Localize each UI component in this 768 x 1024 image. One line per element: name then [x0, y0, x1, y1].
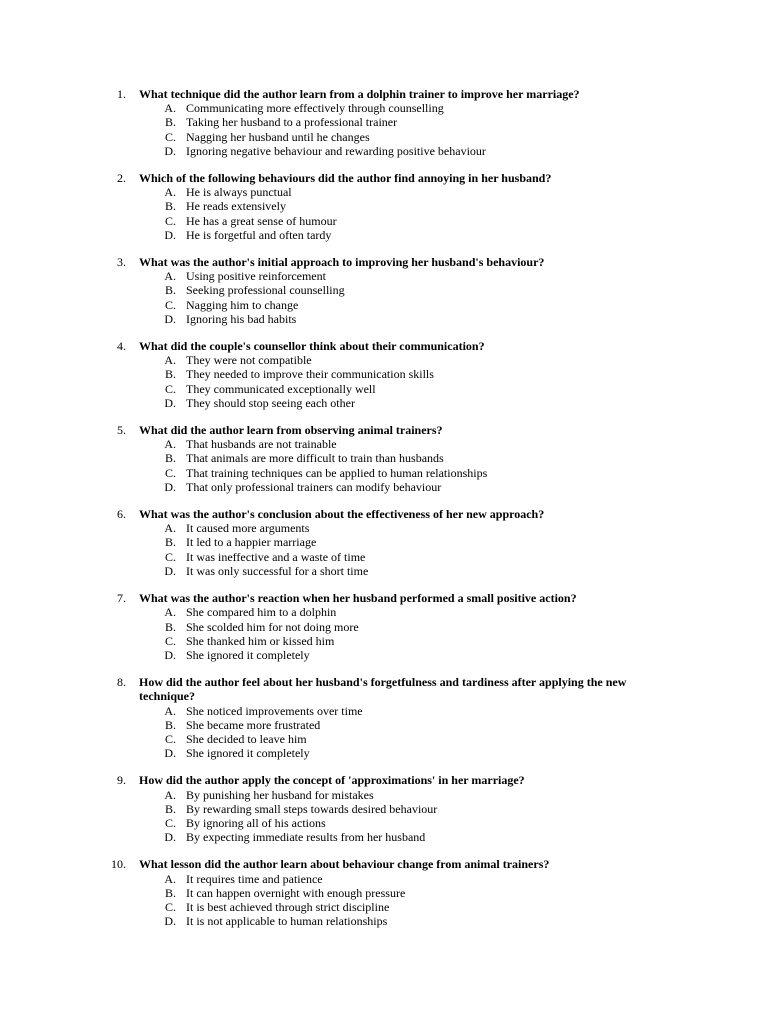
option-text: By expecting immediate results from her husband	[186, 830, 426, 845]
option-text: She ignored it completely	[186, 647, 310, 662]
answer-option	[139, 199, 668, 213]
option-letter: B.	[164, 367, 176, 382]
question-item	[0, 423, 768, 494]
option-text: They were not compatible	[186, 353, 312, 368]
option-text: Ignoring negative behaviour and rewarding positive behaviour	[186, 143, 486, 158]
answer-option	[139, 130, 668, 144]
option-text: They communicated exceptionally well	[186, 381, 376, 396]
question-text: What was the author's conclusion about the effectiveness of her new approach?	[139, 507, 545, 522]
answer-option	[139, 283, 668, 297]
answer-option	[139, 550, 668, 564]
answer-option	[139, 101, 668, 115]
option-letter: A.	[164, 353, 176, 368]
answer-options-list	[139, 101, 668, 158]
option-text: That animals are more difficult to train than husbands	[186, 451, 444, 466]
answer-option	[139, 704, 668, 718]
option-text: Communicating more effectively through counselling	[186, 101, 444, 116]
answer-option	[139, 648, 668, 662]
option-text: It caused more arguments	[186, 521, 310, 536]
question-text: What technique did the author learn from a dolphin trainer to improve her marriage?	[139, 87, 580, 101]
answer-option	[139, 214, 668, 228]
option-letter: A.	[164, 101, 176, 116]
option-letter: A.	[164, 787, 176, 802]
question-number: 6.	[117, 507, 126, 522]
option-text: He is forgetful and often tardy	[186, 227, 332, 242]
answer-options-list	[139, 605, 668, 662]
answer-option	[139, 746, 668, 760]
question-text: How did the author feel about her husband's forgetfulness and tardiness after applying the new technique?	[139, 675, 627, 704]
answer-options-list	[139, 788, 668, 845]
question-text: What lesson did the author learn about behaviour change from animal trainers?	[139, 857, 550, 872]
option-letter: A.	[164, 437, 176, 452]
option-text: That husbands are not trainable	[186, 437, 337, 452]
answer-option	[139, 353, 668, 367]
option-letter: C.	[164, 549, 176, 564]
answer-options-list	[139, 269, 668, 326]
option-letter: D.	[164, 746, 176, 761]
option-text: It can happen overnight with enough pressure	[186, 885, 406, 900]
answer-options-list	[139, 185, 668, 242]
answer-option	[139, 605, 668, 619]
option-text: Using positive reinforcement	[186, 269, 326, 284]
option-letter: C.	[164, 465, 176, 480]
answer-option	[139, 718, 668, 732]
option-text: She noticed improvements over time	[186, 703, 363, 718]
option-letter: D.	[164, 395, 176, 410]
option-text: He reads extensively	[186, 199, 286, 214]
question-number: 7.	[117, 591, 126, 606]
answer-option	[139, 312, 668, 326]
answer-option	[139, 816, 668, 830]
option-text: It was ineffective and a waste of time	[186, 549, 366, 564]
option-text: It was only successful for a short time	[186, 563, 369, 578]
answer-option	[139, 396, 668, 410]
question-text: Which of the following behaviours did the author find annoying in her husband?	[139, 171, 552, 186]
answer-options-list	[139, 437, 668, 494]
option-letter: D.	[164, 563, 176, 578]
option-text: Nagging her husband until he changes	[186, 129, 370, 144]
option-letter: D.	[164, 143, 176, 158]
option-text: By punishing her husband for mistakes	[186, 787, 374, 802]
answer-option	[139, 732, 668, 746]
question-item	[0, 507, 768, 578]
question-item	[0, 339, 768, 410]
option-letter: D.	[164, 914, 176, 929]
option-text: She decided to leave him	[186, 731, 307, 746]
question-number: 5.	[117, 423, 126, 438]
option-letter: B.	[164, 451, 176, 466]
answer-option	[139, 367, 668, 381]
option-letter: D.	[164, 830, 176, 845]
option-letter: C.	[164, 297, 176, 312]
answer-option	[139, 620, 668, 634]
option-text: She scolded him for not doing more	[186, 619, 359, 634]
option-letter: A.	[164, 269, 176, 284]
option-letter: D.	[164, 647, 176, 662]
option-text: She thanked him or kissed him	[186, 633, 335, 648]
option-letter: A.	[164, 185, 176, 200]
question-text: What did the couple's counsellor think about their communication?	[139, 339, 485, 354]
option-letter: B.	[164, 717, 176, 732]
option-letter: C.	[164, 129, 176, 144]
option-text: It is not applicable to human relationships	[186, 914, 388, 929]
answer-option	[139, 451, 668, 465]
option-text: It requires time and patience	[186, 871, 323, 886]
answer-option	[139, 466, 668, 480]
question-item	[0, 255, 768, 326]
option-letter: B.	[164, 801, 176, 816]
question-number: 1.	[117, 87, 126, 101]
answer-option	[139, 900, 668, 914]
answer-option	[139, 535, 668, 549]
option-letter: B.	[164, 283, 176, 298]
option-text: She ignored it completely	[186, 746, 310, 761]
question-text: What was the author's reaction when her husband performed a small positive action?	[139, 591, 577, 606]
question-number: 8.	[117, 675, 126, 690]
option-letter: C.	[164, 213, 176, 228]
option-letter: C.	[164, 633, 176, 648]
option-letter: A.	[164, 521, 176, 536]
question-item	[0, 773, 768, 844]
answer-option	[139, 382, 668, 396]
option-letter: B.	[164, 619, 176, 634]
question-number: 4.	[117, 339, 126, 354]
option-text: He is always punctual	[186, 185, 292, 200]
answer-option	[139, 802, 668, 816]
question-text: How did the author apply the concept of 'approximations' in her marriage?	[139, 773, 525, 788]
option-letter: A.	[164, 871, 176, 886]
option-letter: C.	[164, 899, 176, 914]
option-text: By rewarding small steps towards desired behaviour	[186, 801, 438, 816]
answer-option	[139, 269, 668, 283]
answer-option	[139, 437, 668, 451]
answer-option	[139, 634, 668, 648]
answer-option	[139, 144, 668, 158]
option-letter: B.	[164, 535, 176, 550]
option-letter: C.	[164, 381, 176, 396]
option-letter: D.	[164, 479, 176, 494]
option-text: By ignoring all of his actions	[186, 815, 326, 830]
answer-option	[139, 298, 668, 312]
question-item	[0, 857, 768, 928]
question-text: What did the author learn from observing animal trainers?	[139, 423, 443, 438]
answer-option	[139, 228, 668, 242]
answer-option	[139, 185, 668, 199]
answer-option	[139, 115, 668, 129]
question-item	[0, 591, 768, 662]
question-item	[0, 675, 768, 760]
option-text: It led to a happier marriage	[186, 535, 317, 550]
option-text: She compared him to a dolphin	[186, 605, 337, 620]
option-text: That training techniques can be applied to human relationships	[186, 465, 488, 480]
question-item	[0, 87, 768, 158]
answer-options-list	[139, 872, 668, 929]
option-text: Nagging him to change	[186, 297, 299, 312]
question-number: 3.	[117, 255, 126, 270]
option-letter: C.	[164, 815, 176, 830]
option-text: They should stop seeing each other	[186, 395, 355, 410]
answer-option	[139, 788, 668, 802]
option-letter: D.	[164, 227, 176, 242]
option-letter: B.	[164, 199, 176, 214]
option-letter: A.	[164, 703, 176, 718]
option-letter: C.	[164, 731, 176, 746]
answer-option	[139, 886, 668, 900]
option-letter: A.	[164, 605, 176, 620]
option-letter: B.	[164, 885, 176, 900]
option-letter: B.	[164, 115, 176, 130]
answer-option	[139, 521, 668, 535]
question-number: 10.	[111, 857, 126, 872]
answer-options-list	[139, 521, 668, 578]
question-text: What was the author's initial approach to improving her husband's behaviour?	[139, 255, 545, 270]
option-text: Taking her husband to a professional trainer	[186, 115, 398, 130]
option-text: She became more frustrated	[186, 717, 321, 732]
question-number: 2.	[117, 171, 126, 186]
option-text: That only professional trainers can modify behaviour	[186, 479, 442, 494]
question-number: 9.	[117, 773, 126, 788]
option-letter: D.	[164, 311, 176, 326]
option-text: Seeking professional counselling	[186, 283, 345, 298]
answer-option	[139, 914, 668, 928]
option-text: They needed to improve their communication skills	[186, 367, 434, 382]
option-text: Ignoring his bad habits	[186, 311, 297, 326]
answer-option	[139, 564, 668, 578]
answer-options-list	[139, 353, 668, 410]
answer-option	[139, 830, 668, 844]
question-item	[0, 171, 768, 242]
answer-option	[139, 872, 668, 886]
answer-option	[139, 480, 668, 494]
option-text: It is best achieved through strict discipline	[186, 899, 390, 914]
answer-options-list	[139, 704, 668, 761]
option-text: He has a great sense of humour	[186, 213, 337, 228]
